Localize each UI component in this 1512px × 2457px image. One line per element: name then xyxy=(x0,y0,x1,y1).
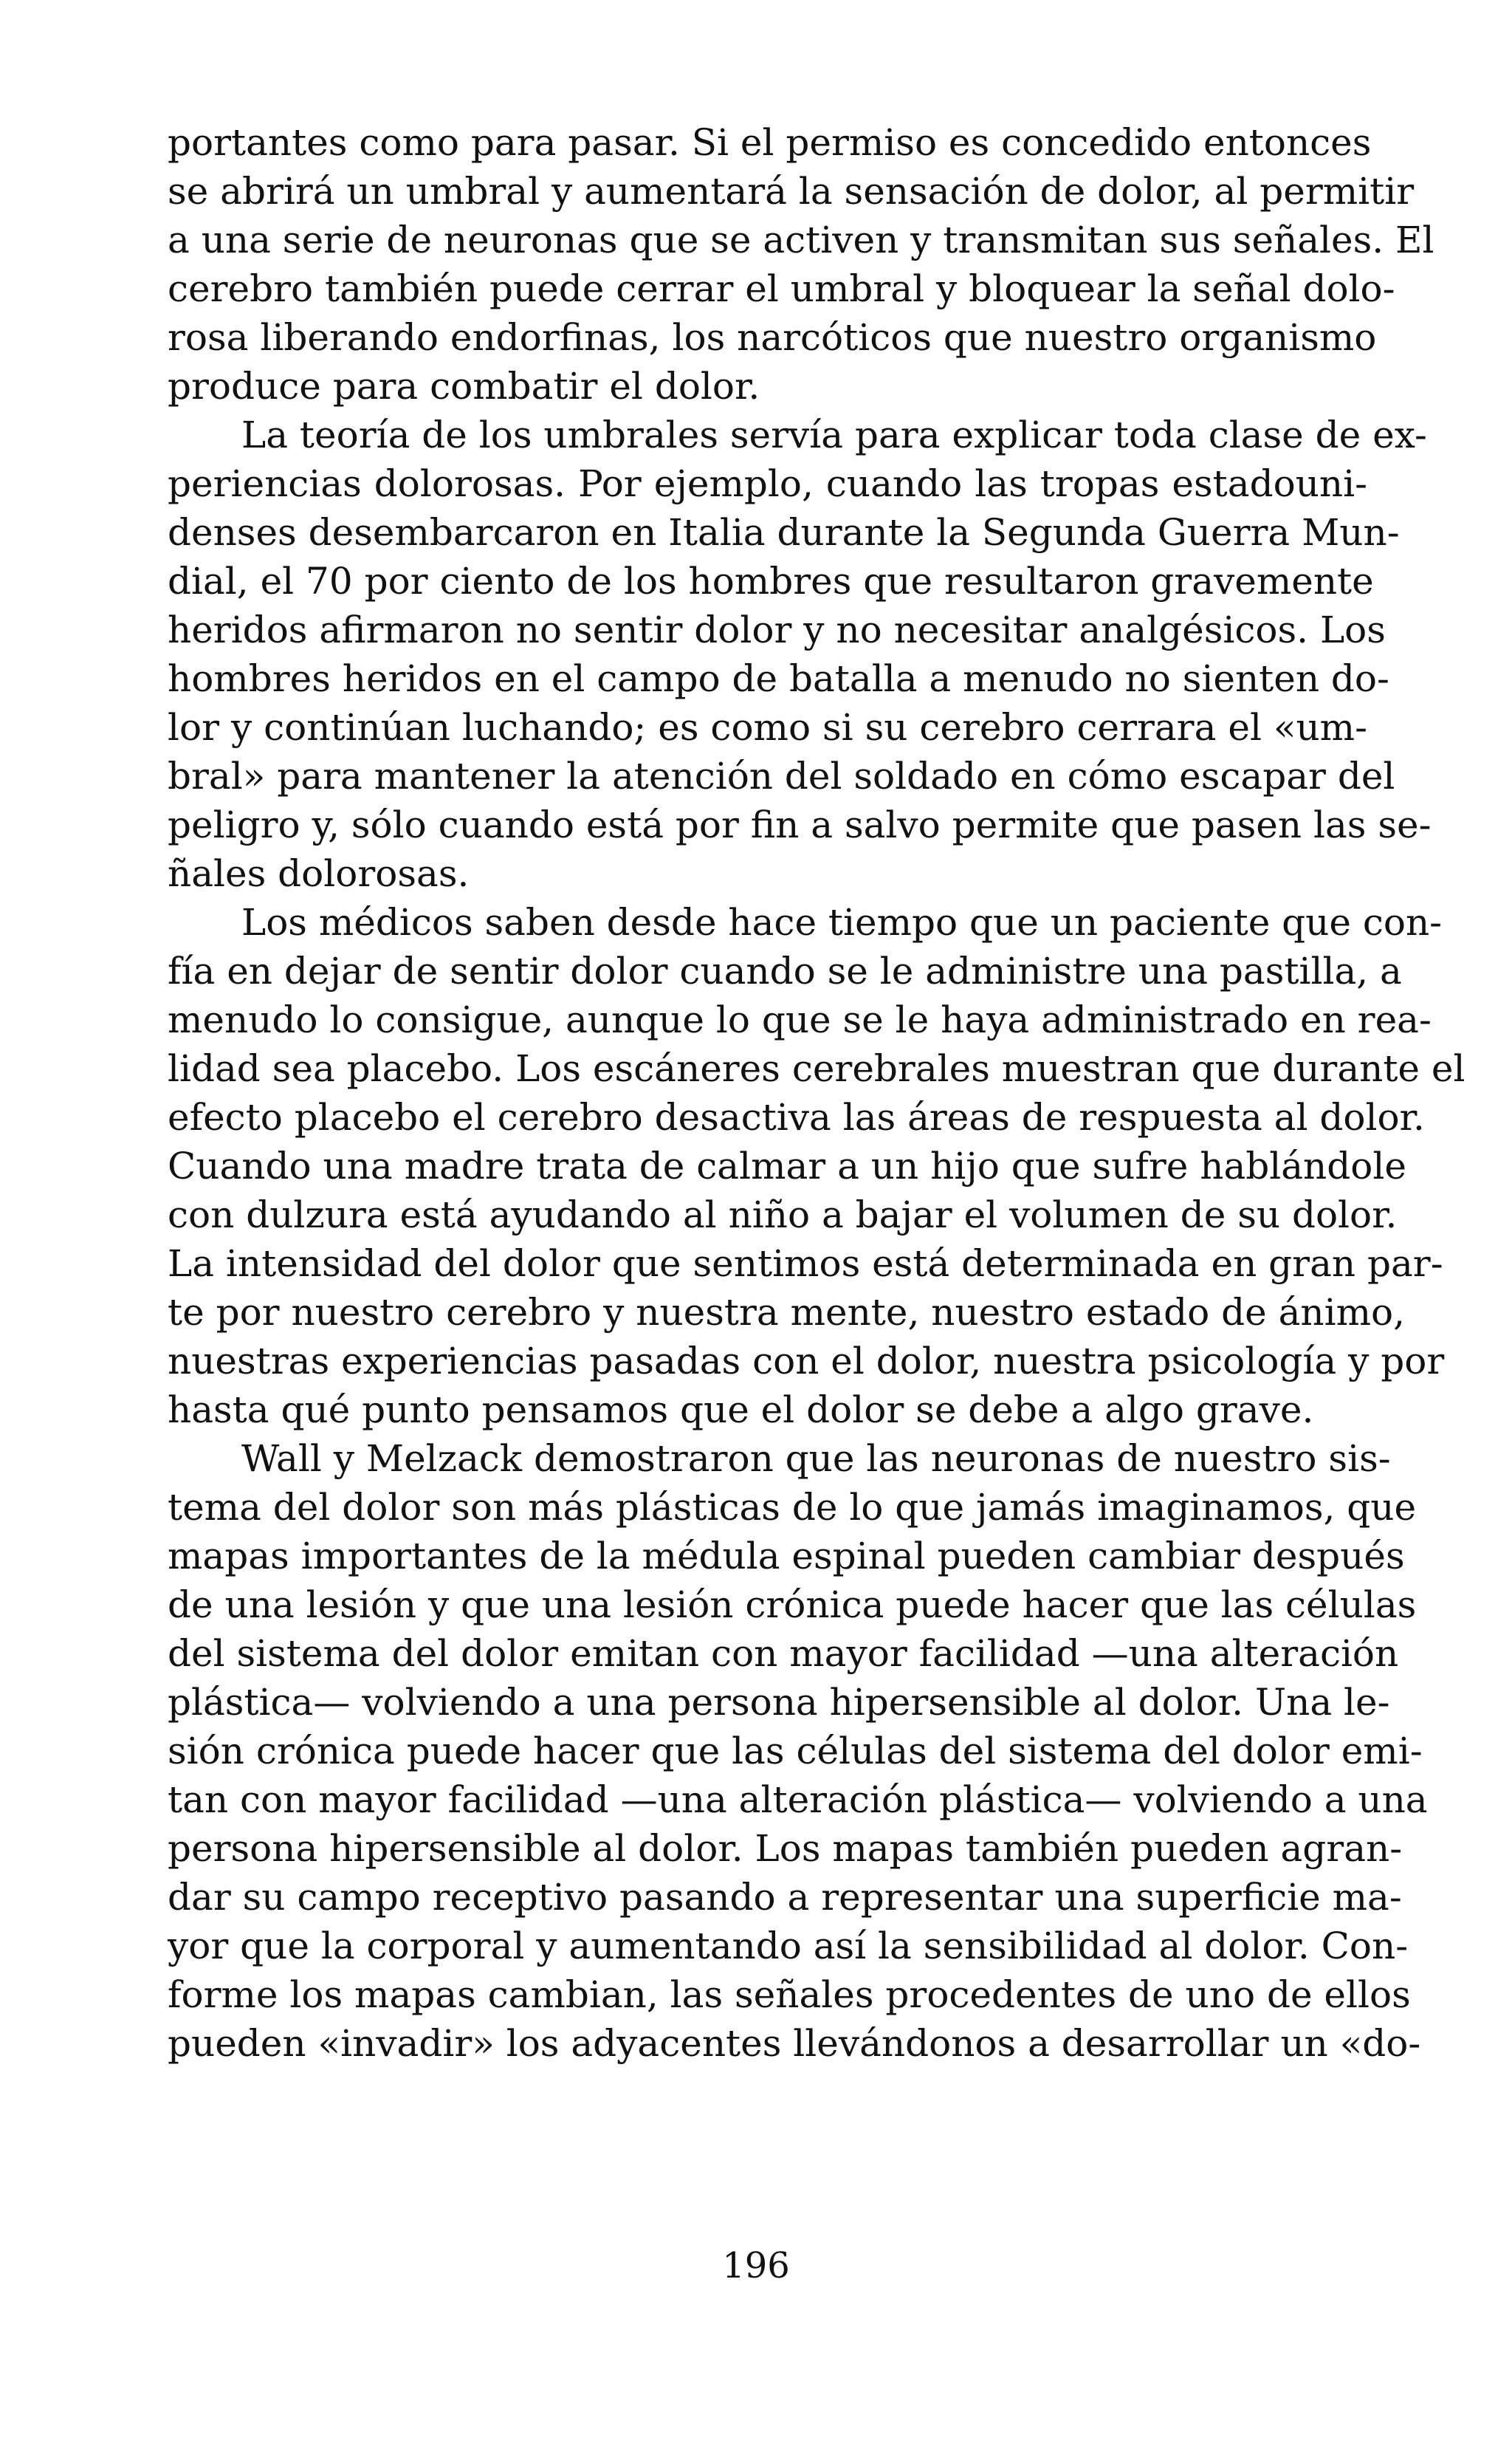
text-line: pueden «invadir» los adyacentes llevándonos a desarrollar un «do- xyxy=(168,2022,1421,2065)
text-line: a una serie de neuronas que se activen y transmitan sus señales. El xyxy=(168,219,1434,261)
text-line: del sistema del dolor emitan con mayor facilidad —una alteración xyxy=(168,1632,1399,1675)
text-line: fía en dejar de sentir dolor cuando se le administre una pastilla, a xyxy=(168,950,1402,993)
text-line: dar su campo receptivo pasando a representar una superficie ma- xyxy=(168,1876,1402,1919)
text-line: se abrirá un umbral y aumentará la sensación de dolor, al permitir xyxy=(168,170,1415,213)
text-line: sión crónica puede hacer que las células del sistema del dolor emi- xyxy=(168,1730,1423,1772)
text-line: bral» para mantener la atención del soldado en cómo escapar del xyxy=(168,755,1395,798)
text-line: rosa liberando endorfinas, los narcóticos que nuestro organismo xyxy=(168,316,1377,359)
text-line: plástica— volviendo a una persona hipersensible al dolor. Una le- xyxy=(168,1681,1390,1724)
text-line: nuestras experiencias pasadas con el dolor, nuestra psicología y por xyxy=(168,1340,1445,1382)
page-number: 196 xyxy=(722,2245,790,2286)
text-line: menudo lo consigue, aunque lo que se le haya administrado en rea- xyxy=(168,998,1432,1041)
text-line: Los médicos saben desde hace tiempo que un paciente que con- xyxy=(241,901,1443,944)
text-line: dial, el 70 por ciento de los hombres que resultaron gravemente xyxy=(168,560,1374,603)
text-line: Cuando una madre trata de calmar a un hijo que sufre hablándole xyxy=(168,1145,1406,1188)
text-line: te por nuestro cerebro y nuestra mente, nuestro estado de ánimo, xyxy=(168,1291,1405,1334)
text-line: periencias dolorosas. Por ejemplo, cuando las tropas estadouni- xyxy=(168,462,1367,505)
text-line: La teoría de los umbrales servía para explicar toda clase de ex- xyxy=(241,414,1427,456)
text-line: Wall y Melzack demostraron que las neuronas de nuestro sis- xyxy=(241,1437,1391,1480)
text-line: forme los mapas cambian, las señales procedentes de uno de ellos xyxy=(168,1973,1411,2016)
text-line: de una lesión y que una lesión crónica puede hacer que las células xyxy=(168,1583,1417,1626)
text-line: denses desembarcaron en Italia durante la Segunda Guerra Mun- xyxy=(168,511,1400,554)
text-line: con dulzura está ayudando al niño a bajar el volumen de su dolor. xyxy=(168,1193,1398,1236)
text-line: efecto placebo el cerebro desactiva las áreas de respuesta al dolor. xyxy=(168,1096,1425,1139)
text-line: yor que la corporal y aumentando así la sensibilidad al dolor. Con- xyxy=(168,1925,1409,1967)
text-line: cerebro también puede cerrar el umbral y bloquear la señal dolo- xyxy=(168,267,1395,310)
text-line: produce para combatir el dolor. xyxy=(168,365,760,408)
text-line: hasta qué punto pensamos que el dolor se debe a algo grave. xyxy=(168,1388,1314,1431)
text-line: lor y continúan luchando; es como si su cerebro cerrara el «um- xyxy=(168,706,1367,749)
text-line: portantes como para pasar. Si el permiso es concedido entonces xyxy=(168,121,1372,164)
body-text xyxy=(168,118,1465,2068)
text-line: heridos afirmaron no sentir dolor y no necesitar analgésicos. Los xyxy=(168,609,1386,651)
text-line: ñales dolorosas. xyxy=(168,852,470,895)
text-line: La intensidad del dolor que sentimos está determinada en gran par- xyxy=(168,1242,1443,1285)
text-line: lidad sea placebo. Los escáneres cerebrales muestran que durante el xyxy=(168,1047,1465,1090)
text-line: persona hipersensible al dolor. Los mapas también pueden agran- xyxy=(168,1827,1403,1870)
text-line: hombres heridos en el campo de batalla a menudo no sienten do- xyxy=(168,657,1389,700)
text-line: peligro y, sólo cuando está por fin a salvo permite que pasen las se- xyxy=(168,803,1432,846)
text-line: mapas importantes de la médula espinal pueden cambiar después xyxy=(168,1535,1405,1577)
text-line: tan con mayor facilidad —una alteración plástica— volviendo a una xyxy=(168,1778,1428,1821)
text-line: tema del dolor son más plásticas de lo que jamás imaginamos, que xyxy=(168,1486,1417,1529)
